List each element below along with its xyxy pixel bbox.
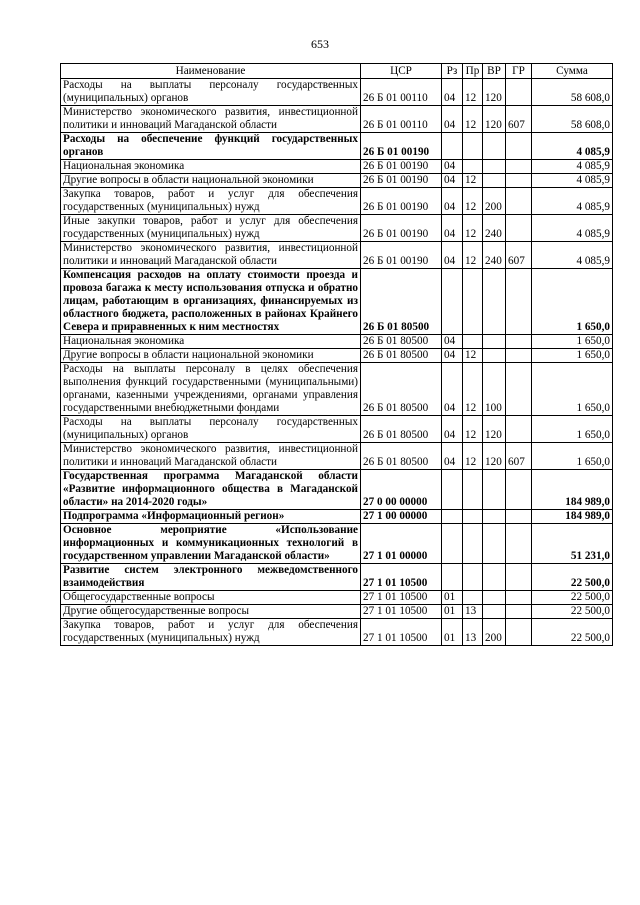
cell-rz: 04 [442,174,463,188]
cell-pr: 12 [463,106,483,133]
cell-pr [463,510,483,524]
cell-gr [506,470,532,510]
cell-vr [483,160,506,174]
cell-pr [463,133,483,160]
cell-gr: 607 [506,106,532,133]
header-name: Наименование [61,64,361,79]
cell-name: Компенсация расходов на оплату стоимости проезда и провоза багажа к месту использования отпуска и обратно лицам, работающим в организациях, финансируемых из областного бюджета, расположенных в районах Крайнего Севера и приравненных к ним местностях [61,269,361,335]
cell-name: Другие общегосударственные вопросы [61,605,361,619]
cell-name: Закупка товаров, работ и услуг для обеспечения государственных (муниципальных) нужд [61,619,361,646]
header-csr: ЦСР [361,64,442,79]
cell-rz: 04 [442,79,463,106]
cell-gr [506,349,532,363]
cell-rz: 04 [442,160,463,174]
cell-pr [463,524,483,564]
table-row [61,160,613,174]
cell-name: Расходы на выплаты персоналу государственных (муниципальных) органов [61,79,361,106]
table-row [61,215,613,242]
cell-gr [506,619,532,646]
cell-gr [506,363,532,416]
cell-pr: 12 [463,174,483,188]
table-row [61,174,613,188]
cell-pr [463,335,483,349]
cell-gr [506,524,532,564]
cell-rz [442,269,463,335]
cell-rz: 04 [442,335,463,349]
header-pr: Пр [463,64,483,79]
cell-vr: 200 [483,188,506,215]
cell-rz: 04 [442,215,463,242]
cell-pr: 12 [463,79,483,106]
cell-sum: 22 500,0 [532,591,613,605]
cell-vr: 240 [483,215,506,242]
cell-sum: 22 500,0 [532,564,613,591]
cell-name: Министерство экономического развития, инвестиционной политики и инноваций Магаданской области [61,106,361,133]
cell-csr: 27 1 00 00000 [361,510,442,524]
cell-gr [506,564,532,591]
cell-vr: 100 [483,363,506,416]
cell-pr: 12 [463,349,483,363]
cell-rz [442,510,463,524]
table-row [61,524,613,564]
cell-vr [483,174,506,188]
cell-gr [506,510,532,524]
cell-gr [506,215,532,242]
cell-name: Закупка товаров, работ и услуг для обеспечения государственных (муниципальных) нужд [61,188,361,215]
cell-name: Развитие систем электронного межведомственного взаимодействия [61,564,361,591]
cell-csr: 27 1 01 10500 [361,591,442,605]
table-row [61,242,613,269]
cell-rz: 04 [442,416,463,443]
table-row [61,133,613,160]
cell-sum: 1 650,0 [532,443,613,470]
cell-vr: 120 [483,416,506,443]
cell-sum: 1 650,0 [532,335,613,349]
cell-name: Расходы на выплаты персоналу в целях обеспечения выполнения функций государственными (муниципальными) органами, казенными учреждениями, органами управления государственными внебюджетными фондами [61,363,361,416]
cell-sum: 184 989,0 [532,470,613,510]
cell-name: Общегосударственные вопросы [61,591,361,605]
cell-vr: 200 [483,619,506,646]
cell-sum: 4 085,9 [532,242,613,269]
cell-name: Другие вопросы в области национальной экономики [61,349,361,363]
cell-gr [506,416,532,443]
cell-rz: 04 [442,363,463,416]
cell-csr: 26 Б 01 00190 [361,160,442,174]
header-gr: ГР [506,64,532,79]
cell-pr: 12 [463,242,483,269]
cell-vr: 120 [483,106,506,133]
cell-name: Расходы на обеспечение функций государственных органов [61,133,361,160]
cell-pr [463,591,483,605]
table-row [61,269,613,335]
table-row [61,106,613,133]
cell-gr [506,335,532,349]
cell-csr: 26 Б 01 80500 [361,416,442,443]
cell-pr: 12 [463,215,483,242]
cell-gr [506,160,532,174]
cell-gr [506,174,532,188]
cell-sum: 4 085,9 [532,160,613,174]
cell-sum: 22 500,0 [532,605,613,619]
cell-pr [463,269,483,335]
header-sum: Сумма [532,64,613,79]
cell-sum: 1 650,0 [532,349,613,363]
cell-pr: 13 [463,619,483,646]
table-row [61,443,613,470]
cell-gr [506,591,532,605]
cell-csr: 26 Б 01 80500 [361,269,442,335]
cell-vr [483,269,506,335]
cell-gr [506,133,532,160]
cell-sum: 4 085,9 [532,188,613,215]
cell-pr: 12 [463,188,483,215]
cell-rz: 01 [442,605,463,619]
cell-csr: 26 Б 01 00190 [361,188,442,215]
header-row [61,64,613,79]
cell-csr: 27 1 01 00000 [361,524,442,564]
cell-rz: 04 [442,443,463,470]
cell-rz [442,470,463,510]
cell-sum: 58 608,0 [532,106,613,133]
table-row [61,188,613,215]
cell-csr: 26 Б 01 00110 [361,79,442,106]
cell-vr [483,133,506,160]
cell-sum: 4 085,9 [532,133,613,160]
cell-csr: 26 Б 01 00190 [361,133,442,160]
cell-name: Иные закупки товаров, работ и услуг для обеспечения государственных (муниципальных) нужд [61,215,361,242]
cell-gr [506,188,532,215]
cell-csr: 26 Б 01 80500 [361,443,442,470]
cell-csr: 27 1 01 10500 [361,619,442,646]
table-row [61,510,613,524]
cell-vr [483,470,506,510]
cell-sum: 1 650,0 [532,363,613,416]
cell-csr: 26 Б 01 00190 [361,242,442,269]
cell-csr: 27 1 01 10500 [361,564,442,591]
cell-name: Государственная программа Магаданской области «Развитие информационного общества в Магаданской области» на 2014-2020 годы» [61,470,361,510]
cell-name: Другие вопросы в области национальной экономики [61,174,361,188]
cell-csr: 26 Б 01 00190 [361,215,442,242]
cell-rz: 04 [442,106,463,133]
table-row [61,619,613,646]
cell-name: Подпрограмма «Информационный регион» [61,510,361,524]
table-body [61,79,613,646]
cell-rz [442,564,463,591]
header-rz: Рз [442,64,463,79]
cell-csr: 26 Б 01 80500 [361,349,442,363]
cell-sum: 58 608,0 [532,79,613,106]
cell-gr: 607 [506,443,532,470]
cell-csr: 26 Б 01 80500 [361,363,442,416]
cell-sum: 1 650,0 [532,269,613,335]
cell-gr [506,79,532,106]
cell-vr [483,524,506,564]
cell-sum: 51 231,0 [532,524,613,564]
cell-rz: 04 [442,242,463,269]
cell-gr [506,605,532,619]
cell-sum: 22 500,0 [532,619,613,646]
table-row [61,363,613,416]
header-vr: ВР [483,64,506,79]
cell-sum: 4 085,9 [532,215,613,242]
budget-table [60,63,613,646]
cell-sum: 4 085,9 [532,174,613,188]
cell-gr [506,269,532,335]
cell-csr: 27 0 00 00000 [361,470,442,510]
table-row [61,79,613,106]
cell-name: Национальная экономика [61,160,361,174]
cell-pr [463,564,483,591]
table-row [61,335,613,349]
cell-vr: 120 [483,443,506,470]
cell-csr: 27 1 01 10500 [361,605,442,619]
cell-pr: 12 [463,416,483,443]
cell-pr: 13 [463,605,483,619]
cell-sum: 184 989,0 [532,510,613,524]
cell-name: Министерство экономического развития, инвестиционной политики и инноваций Магаданской области [61,443,361,470]
cell-vr [483,605,506,619]
table-row [61,564,613,591]
cell-name: Основное мероприятие «Использование информационных и коммуникационных технологий в государственном управлении Магаданской области» [61,524,361,564]
cell-vr [483,335,506,349]
cell-rz [442,524,463,564]
cell-name: Национальная экономика [61,335,361,349]
cell-vr [483,564,506,591]
cell-csr: 26 Б 01 80500 [361,335,442,349]
table-row [61,349,613,363]
cell-vr [483,591,506,605]
cell-vr [483,510,506,524]
table-row [61,591,613,605]
cell-pr [463,470,483,510]
cell-rz [442,133,463,160]
table-row [61,416,613,443]
page-number: 653 [311,37,329,51]
cell-sum: 1 650,0 [532,416,613,443]
table-row [61,605,613,619]
table-row [61,470,613,510]
cell-csr: 26 Б 01 00190 [361,174,442,188]
cell-name: Расходы на выплаты персоналу государственных (муниципальных) органов [61,416,361,443]
cell-name: Министерство экономического развития, инвестиционной политики и инноваций Магаданской области [61,242,361,269]
cell-pr: 12 [463,363,483,416]
cell-vr: 120 [483,79,506,106]
cell-rz: 04 [442,349,463,363]
cell-csr: 26 Б 01 00110 [361,106,442,133]
cell-rz: 04 [442,188,463,215]
cell-pr [463,160,483,174]
cell-rz: 01 [442,591,463,605]
cell-rz: 01 [442,619,463,646]
cell-vr: 240 [483,242,506,269]
cell-vr [483,349,506,363]
cell-gr: 607 [506,242,532,269]
cell-pr: 12 [463,443,483,470]
